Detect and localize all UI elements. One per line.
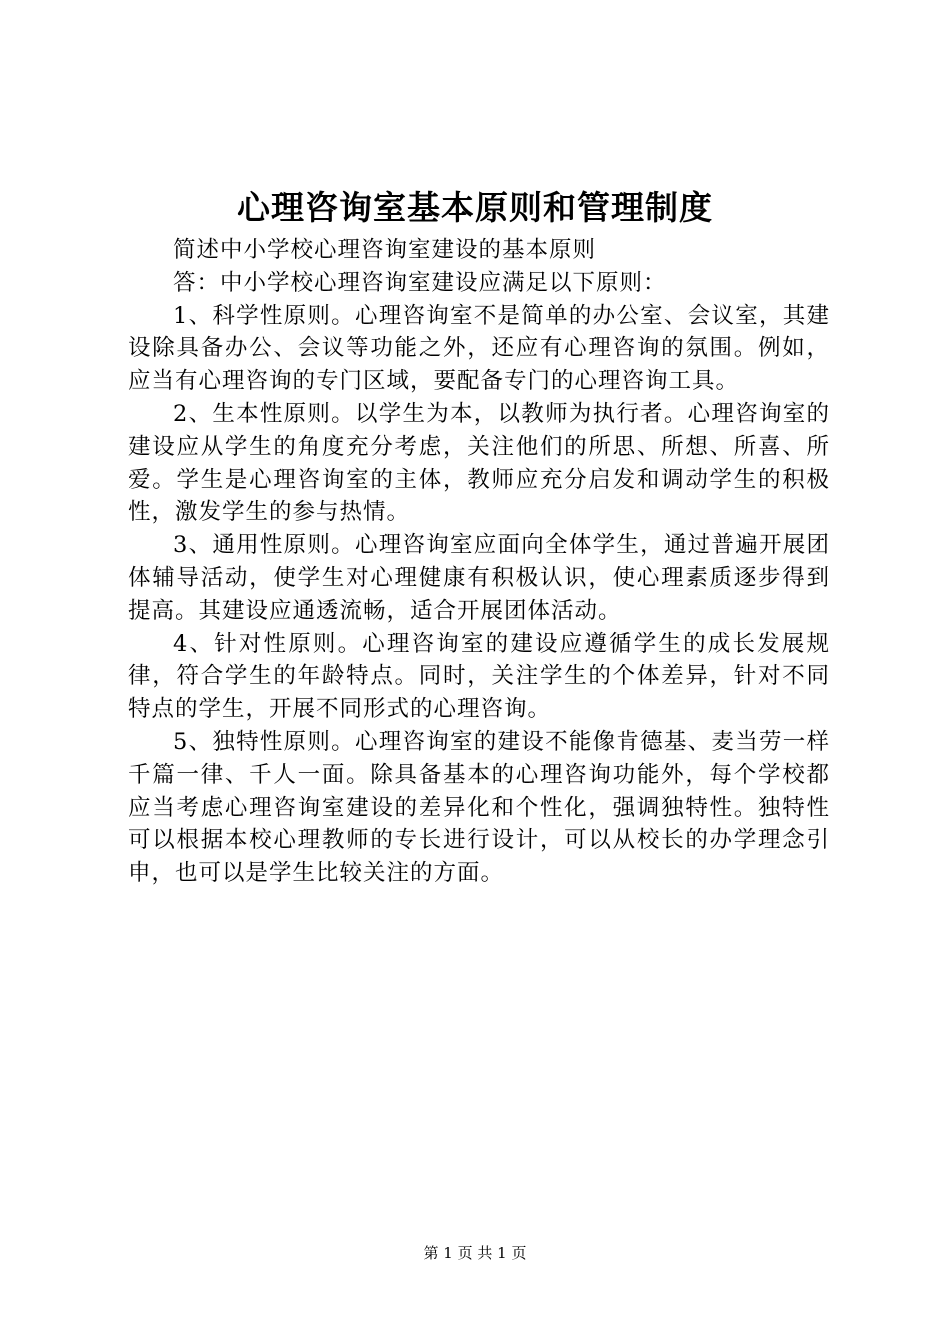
principle-paragraph-1: 1、科学性原则。心理咨询室不是简单的办公室、会议室，其建设除具备办公、会议等功能之外，还应有心理咨询的氛围。例如，应当有心理咨询的专门区域，要配备专门的心理咨询工具。 — [128, 302, 830, 395]
document-title: 心理咨询室基本原则和管理制度 — [237, 188, 713, 227]
principle-paragraph-2: 2、生本性原则。以学生为本，以教师为执行者。心理咨询室的建设应从学生的角度充分考虑，关注他们的所思、所想、所喜、所爱。学生是心理咨询室的主体，教师应充分启发和调动学生的积极性，激发学生的参与热情。 — [128, 400, 830, 526]
principle-paragraph-3: 3、通用性原则。心理咨询室应面向全体学生，通过普遍开展团体辅导活动，使学生对心理健康有积极认识，使心理素质逐步得到提高。其建设应通透流畅，适合开展团体活动。 — [128, 532, 830, 624]
question-paragraph: 简述中小学校心理咨询室建设的基本原则 — [173, 237, 597, 263]
page-footer: 第 1 页 共 1 页 — [423, 1244, 527, 1262]
principle-paragraph-5: 5、独特性原则。心理咨询室的建设不能像肯德基、麦当劳一样千篇一律、千人一面。除具备基本的心理咨询功能外，每个学校都应当考虑心理咨询室建设的差异化和个性化，强调独特性。独特性可以根据本校心理教师的专长进行设计，可以从校长的办学理念引申，也可以是学生比较关注的方面。 — [128, 728, 830, 887]
principle-paragraph-4: 4、针对性原则。心理咨询室的建设应遵循学生的成长发展规律，符合学生的年龄特点。同时，关注学生的个体差异，针对不同特点的学生，开展不同形式的心理咨询。 — [128, 630, 830, 723]
answer-intro-paragraph: 答：中小学校心理咨询室建设应满足以下原则： — [173, 269, 667, 296]
document-body — [128, 234, 830, 890]
